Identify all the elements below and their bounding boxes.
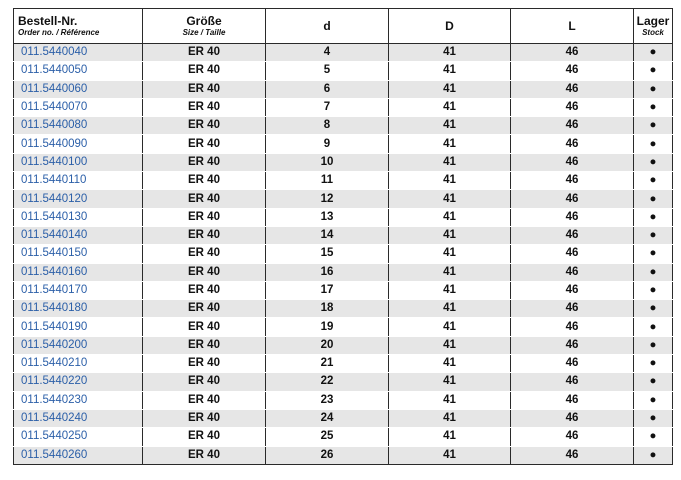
stock-indicator: ● [634, 318, 673, 336]
header-stock-sub: Stock [642, 28, 664, 37]
table-row [14, 62, 673, 80]
length-cell: 46 [511, 391, 634, 409]
inner-diameter-cell: 10 [266, 153, 389, 171]
stock-indicator: ● [634, 281, 673, 299]
outer-diameter-cell: 41 [389, 263, 511, 281]
header-row [14, 9, 673, 44]
length-cell: 46 [511, 62, 634, 80]
outer-diameter-cell: 41 [389, 355, 511, 373]
size-cell: ER 40 [143, 135, 266, 153]
order-number-link[interactable]: 011.5440140 [14, 226, 143, 244]
stock-indicator: ● [634, 172, 673, 190]
size-cell: ER 40 [143, 428, 266, 446]
size-cell: ER 40 [143, 336, 266, 354]
stock-indicator: ● [634, 80, 673, 98]
inner-diameter-cell: 11 [266, 172, 389, 190]
inner-diameter-cell: 5 [266, 62, 389, 80]
order-number-link[interactable]: 011.5440070 [14, 98, 143, 116]
outer-diameter-cell: 41 [389, 80, 511, 98]
outer-diameter-cell: 41 [389, 281, 511, 299]
size-cell: ER 40 [143, 226, 266, 244]
length-cell: 46 [511, 446, 634, 464]
size-cell: ER 40 [143, 153, 266, 171]
stock-indicator: ● [634, 226, 673, 244]
length-cell: 46 [511, 44, 634, 62]
outer-diameter-cell: 41 [389, 428, 511, 446]
table-row [14, 226, 673, 244]
header-order-sub: Order no. / Référence [18, 28, 100, 37]
stock-indicator: ● [634, 44, 673, 62]
outer-diameter-cell: 41 [389, 391, 511, 409]
outer-diameter-cell: 41 [389, 336, 511, 354]
table-row [14, 318, 673, 336]
outer-diameter-cell: 41 [389, 318, 511, 336]
size-cell: ER 40 [143, 391, 266, 409]
inner-diameter-cell: 7 [266, 98, 389, 116]
table-row [14, 336, 673, 354]
header-d-small: d [266, 9, 389, 44]
stock-indicator: ● [634, 446, 673, 464]
order-number-link[interactable]: 011.5440220 [14, 373, 143, 391]
size-cell: ER 40 [143, 281, 266, 299]
stock-indicator: ● [634, 208, 673, 226]
inner-diameter-cell: 26 [266, 446, 389, 464]
order-number-link[interactable]: 011.5440050 [14, 62, 143, 80]
order-number-link[interactable]: 011.5440230 [14, 391, 143, 409]
outer-diameter-cell: 41 [389, 172, 511, 190]
inner-diameter-cell: 8 [266, 117, 389, 135]
stock-indicator: ● [634, 117, 673, 135]
order-number-link[interactable]: 011.5440250 [14, 428, 143, 446]
outer-diameter-cell: 41 [389, 117, 511, 135]
stock-indicator: ● [634, 190, 673, 208]
inner-diameter-cell: 4 [266, 44, 389, 62]
stock-indicator: ● [634, 135, 673, 153]
inner-diameter-cell: 17 [266, 281, 389, 299]
stock-indicator: ● [634, 373, 673, 391]
order-number-link[interactable]: 011.5440170 [14, 281, 143, 299]
length-cell: 46 [511, 135, 634, 153]
size-cell: ER 40 [143, 44, 266, 62]
inner-diameter-cell: 20 [266, 336, 389, 354]
header-size-main: Größe [186, 14, 222, 28]
inner-diameter-cell: 16 [266, 263, 389, 281]
order-number-link[interactable]: 011.5440110 [14, 172, 143, 190]
order-number-link[interactable]: 011.5440090 [14, 135, 143, 153]
header-d-large: D [389, 9, 511, 44]
order-number-link[interactable]: 011.5440240 [14, 409, 143, 427]
length-cell: 46 [511, 409, 634, 427]
order-number-link[interactable]: 011.5440200 [14, 336, 143, 354]
inner-diameter-cell: 23 [266, 391, 389, 409]
size-cell: ER 40 [143, 446, 266, 464]
product-table-container [13, 8, 672, 465]
outer-diameter-cell: 41 [389, 153, 511, 171]
size-cell: ER 40 [143, 245, 266, 263]
stock-indicator: ● [634, 355, 673, 373]
table-row [14, 373, 673, 391]
table-row [14, 300, 673, 318]
outer-diameter-cell: 41 [389, 446, 511, 464]
stock-indicator: ● [634, 336, 673, 354]
size-cell: ER 40 [143, 62, 266, 80]
size-cell: ER 40 [143, 208, 266, 226]
outer-diameter-cell: 41 [389, 373, 511, 391]
stock-indicator: ● [634, 153, 673, 171]
table-row [14, 208, 673, 226]
inner-diameter-cell: 19 [266, 318, 389, 336]
table-row [14, 153, 673, 171]
length-cell: 46 [511, 355, 634, 373]
inner-diameter-cell: 18 [266, 300, 389, 318]
length-cell: 46 [511, 117, 634, 135]
length-cell: 46 [511, 300, 634, 318]
inner-diameter-cell: 21 [266, 355, 389, 373]
table-row [14, 172, 673, 190]
stock-indicator: ● [634, 263, 673, 281]
stock-indicator: ● [634, 300, 673, 318]
size-cell: ER 40 [143, 190, 266, 208]
inner-diameter-cell: 9 [266, 135, 389, 153]
header-stock [634, 9, 673, 44]
length-cell: 46 [511, 80, 634, 98]
order-number-link[interactable]: 011.5440180 [14, 300, 143, 318]
table-row [14, 355, 673, 373]
size-cell: ER 40 [143, 409, 266, 427]
size-cell: ER 40 [143, 318, 266, 336]
length-cell: 46 [511, 263, 634, 281]
header-size-sub: Size / Taille [182, 28, 226, 37]
outer-diameter-cell: 41 [389, 190, 511, 208]
inner-diameter-cell: 25 [266, 428, 389, 446]
table-row [14, 409, 673, 427]
inner-diameter-cell: 13 [266, 208, 389, 226]
stock-indicator: ● [634, 409, 673, 427]
inner-diameter-cell: 24 [266, 409, 389, 427]
size-cell: ER 40 [143, 373, 266, 391]
outer-diameter-cell: 41 [389, 409, 511, 427]
table-row [14, 80, 673, 98]
outer-diameter-cell: 41 [389, 226, 511, 244]
table-row [14, 245, 673, 263]
product-table [13, 8, 673, 465]
order-number-link[interactable]: 011.5440100 [14, 153, 143, 171]
stock-indicator: ● [634, 98, 673, 116]
order-number-link[interactable]: 011.5440040 [14, 44, 143, 62]
length-cell: 46 [511, 428, 634, 446]
inner-diameter-cell: 15 [266, 245, 389, 263]
length-cell: 46 [511, 318, 634, 336]
outer-diameter-cell: 41 [389, 62, 511, 80]
length-cell: 46 [511, 245, 634, 263]
order-number-link[interactable]: 011.5440160 [14, 263, 143, 281]
order-number-link[interactable]: 011.5440150 [14, 245, 143, 263]
header-length: L [511, 9, 634, 44]
stock-indicator: ● [634, 62, 673, 80]
outer-diameter-cell: 41 [389, 44, 511, 62]
inner-diameter-cell: 6 [266, 80, 389, 98]
table-row [14, 263, 673, 281]
header-order-no [14, 9, 143, 44]
header-stock-main: Lager [636, 14, 670, 28]
length-cell: 46 [511, 281, 634, 299]
outer-diameter-cell: 41 [389, 98, 511, 116]
stock-indicator: ● [634, 428, 673, 446]
order-number-link[interactable]: 011.5440080 [14, 117, 143, 135]
length-cell: 46 [511, 226, 634, 244]
length-cell: 46 [511, 153, 634, 171]
stock-indicator: ● [634, 245, 673, 263]
table-row [14, 135, 673, 153]
table-row [14, 44, 673, 62]
table-row [14, 190, 673, 208]
length-cell: 46 [511, 208, 634, 226]
table-row [14, 98, 673, 116]
size-cell: ER 40 [143, 300, 266, 318]
table-header [14, 9, 673, 44]
size-cell: ER 40 [143, 355, 266, 373]
size-cell: ER 40 [143, 117, 266, 135]
table-row [14, 391, 673, 409]
length-cell: 46 [511, 190, 634, 208]
header-size [143, 9, 266, 44]
table-body [14, 44, 673, 465]
length-cell: 46 [511, 98, 634, 116]
order-number-link[interactable]: 011.5440130 [14, 208, 143, 226]
length-cell: 46 [511, 172, 634, 190]
inner-diameter-cell: 14 [266, 226, 389, 244]
size-cell: ER 40 [143, 98, 266, 116]
size-cell: ER 40 [143, 80, 266, 98]
order-number-link[interactable]: 011.5440260 [14, 446, 143, 464]
table-row [14, 446, 673, 464]
header-order-main: Bestell-Nr. [18, 14, 78, 28]
length-cell: 46 [511, 336, 634, 354]
order-number-link[interactable]: 011.5440120 [14, 190, 143, 208]
table-row [14, 117, 673, 135]
table-row [14, 281, 673, 299]
order-number-link[interactable]: 011.5440210 [14, 355, 143, 373]
length-cell: 46 [511, 373, 634, 391]
outer-diameter-cell: 41 [389, 245, 511, 263]
inner-diameter-cell: 22 [266, 373, 389, 391]
outer-diameter-cell: 41 [389, 208, 511, 226]
order-number-link[interactable]: 011.5440190 [14, 318, 143, 336]
order-number-link[interactable]: 011.5440060 [14, 80, 143, 98]
outer-diameter-cell: 41 [389, 300, 511, 318]
inner-diameter-cell: 12 [266, 190, 389, 208]
table-row [14, 428, 673, 446]
size-cell: ER 40 [143, 263, 266, 281]
stock-indicator: ● [634, 391, 673, 409]
outer-diameter-cell: 41 [389, 135, 511, 153]
size-cell: ER 40 [143, 172, 266, 190]
